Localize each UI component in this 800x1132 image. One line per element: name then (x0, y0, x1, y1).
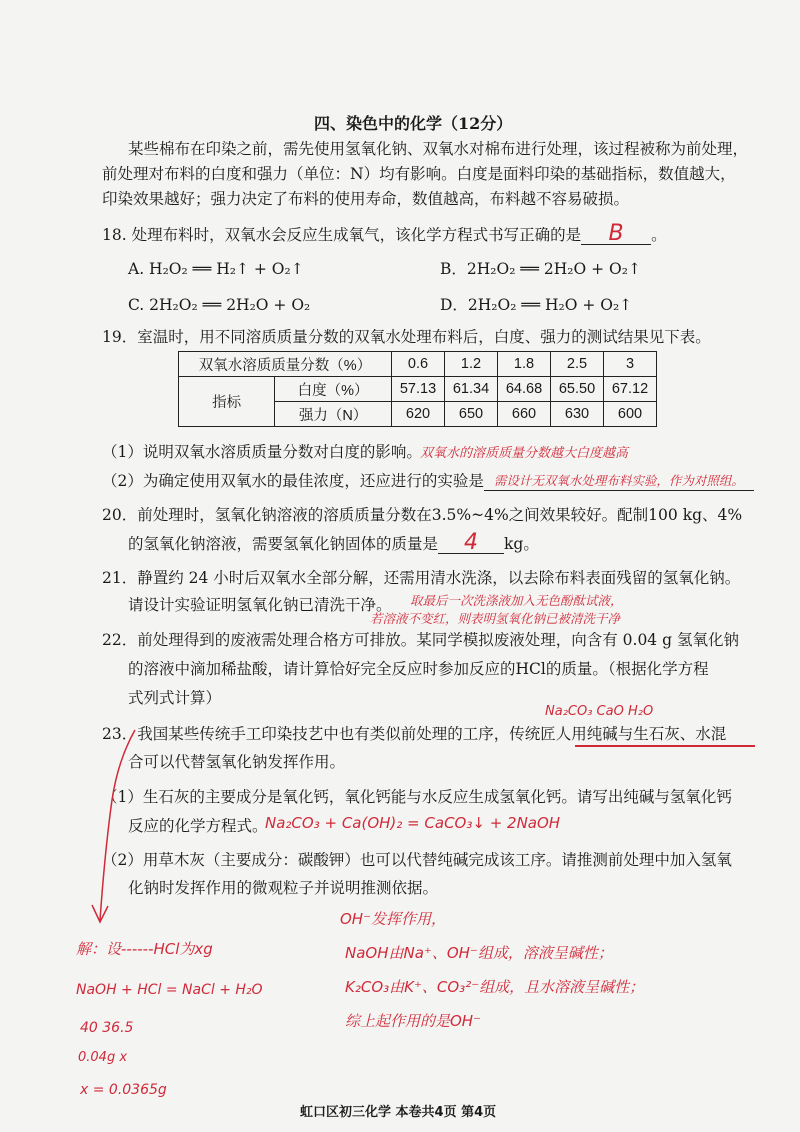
q18-end: 。 (651, 226, 667, 244)
reason-line-2: NaOH由Na⁺、OH⁻组成，溶液呈碱性； (345, 944, 613, 962)
q22-line-3: 式列式计算） (128, 689, 222, 707)
table-cell: 660 (498, 402, 551, 427)
q19-sub1: （1）说明双氧水溶质质量分数对白度的影响。 (102, 443, 422, 461)
table-cell: 61.34 (445, 377, 498, 402)
q23-sub1-line-2: 反应的化学方程式。 (128, 817, 268, 835)
calc-line-2: NaOH + HCl = NaCl + H₂O (76, 982, 263, 998)
page-footer: 虹口区初三化学 本卷共4页 第4页 (300, 1105, 497, 1120)
calc-line-1: 解：设------HCl为xg (76, 940, 213, 958)
table-cell: 65.50 (551, 377, 604, 402)
q18-stem-text: 18. 处理布料时，双氧水会反应生成氧气，该化学方程式书写正确的是 (102, 226, 582, 244)
q20-answer: 4 (464, 530, 479, 555)
q21-line-2: 请设计实验证明氢氧化钠已清洗干净。 (128, 596, 392, 614)
table-cell: 1.8 (498, 352, 551, 377)
q20-line-1: 20．前处理时，氢氧化钠溶液的溶质质量分数在3.5%~4%之间效果较好。配制100 kg、4% (102, 506, 743, 524)
calc-line-4: 0.04g x (78, 1050, 128, 1065)
q18-option-b: B．2H₂O₂ ══ 2H₂O + O₂↑ (440, 260, 641, 278)
q19-sub2-text: （2）为确定使用双氧水的最佳浓度，还应进行的实验是 (102, 472, 484, 490)
table-cell: 630 (551, 402, 604, 427)
reason-line-3: K₂CO₃由K⁺、CO₃²⁻组成，且水溶液呈碱性； (345, 978, 645, 996)
q18-option-a: A. H₂O₂ ══ H₂↑ + O₂↑ (128, 260, 304, 278)
table-cell: 0.6 (392, 352, 445, 377)
section-title: 四、染色中的化学（12分） (314, 114, 513, 133)
q18-answer: B (608, 221, 624, 246)
reason-line-1: OH⁻发挥作用， (340, 910, 447, 928)
q19-stem: 19．室温时，用不同溶质质量分数的双氧水处理布料后，白度、强力的测试结果见下表。 (102, 328, 711, 346)
q21-answer-2: 若溶液不变红，则表明氢氧化钠已被清洗干净 (370, 611, 621, 626)
q19-sub2-answer: 需设计无双氧水处理布料实验，作为对照组。 (493, 473, 744, 488)
q22-line-2: 的溶液中滴加稀盐酸，请计算恰好完全反应时参加反应的HCl的质量。（根据化学方程 (128, 660, 709, 678)
q21-answer-1: 取最后一次洗涤液加入无色酚酞试液， (410, 593, 623, 608)
intro-line-3: 印染效果越好；强力决定了布料的使用寿命，数值越高，布料越不容易破损。 (102, 190, 630, 208)
table-cell: 1.2 (445, 352, 498, 377)
q19-sub1-answer: 双氧水的溶质质量分数越大白度越高 (420, 446, 629, 461)
q23-sub2-line-2: 化钠时发挥作用的微观粒子并说明推测依据。 (128, 879, 439, 897)
table-cell: 2.5 (551, 352, 604, 377)
q23-sub1-line-1: （1）生石灰的主要成分是氧化钙，氧化钙能与水反应生成氢氧化钙。请写出纯碱与氢氧化钙 (102, 788, 732, 806)
table-cell: 67.12 (604, 377, 657, 402)
q23-line-2: 合可以代替氢氧化钠发挥作用。 (128, 753, 346, 771)
table-cell: 620 (392, 402, 445, 427)
table-cell: 3 (604, 352, 657, 377)
q23-sub1-answer: Na₂CO₃ + Ca(OH)₂ = CaCO₃↓ + 2NaOH (265, 814, 561, 832)
table-header-label: 双氧水溶质质量分数（%） (179, 352, 392, 377)
q18-option-c: C. 2H₂O₂ ══ 2H₂O + O₂ (128, 296, 311, 314)
reason-line-4: 综上起作用的是OH⁻ (345, 1012, 482, 1030)
table-cell: 57.13 (392, 377, 445, 402)
intro-line-1: 某些棉布在印染之前，需先使用氢氧化钠、双氧水对棉布进行处理，该过程被称为前处理， (128, 140, 749, 158)
calc-line-5: x = 0.0365g (80, 1082, 167, 1098)
table-row-label: 白度（%） (275, 377, 392, 402)
table-cell: 650 (445, 402, 498, 427)
q20-unit: kg。 (504, 535, 539, 553)
table-row-label: 强力（N） (275, 402, 392, 427)
q23-note: Na₂CO₃ CaO H₂O (545, 704, 654, 719)
intro-line-2: 前处理对布料的白度和强力（单位：N）均有影响。白度是面料印染的基础指标，数值越大， (102, 165, 736, 183)
table-cell: 600 (604, 402, 657, 427)
q18-option-d: D．2H₂O₂ ══ H₂O + O₂↑ (440, 296, 633, 314)
q21-line-1: 21．静置约 24 小时后双氧水全部分解，还需用清水洗涤，以去除布料表面残留的氢氧化钠。 (102, 569, 741, 587)
table-group-label: 指标 (179, 377, 275, 427)
table-cell: 64.68 (498, 377, 551, 402)
q23-line-1: 23．我国某些传统手工印染技艺中也有类似前处理的工序，传统匠人用纯碱与生石灰、水混 (102, 725, 727, 743)
q20-line-2-text: 的氢氧化钠溶液，需要氢氧化钠固体的质量是 (128, 535, 439, 553)
q22-line-1: 22．前处理得到的废液需处理合格方可排放。某同学模拟废液处理，向含有 0.04 g 氢氧化钠 (102, 631, 739, 649)
calc-line-3: 40 36.5 (80, 1020, 134, 1036)
q23-sub2-line-1: （2）用草木灰（主要成分：碳酸钾）也可以代替纯碱完成该工序。请推测前处理中加入氢氧 (102, 851, 732, 869)
